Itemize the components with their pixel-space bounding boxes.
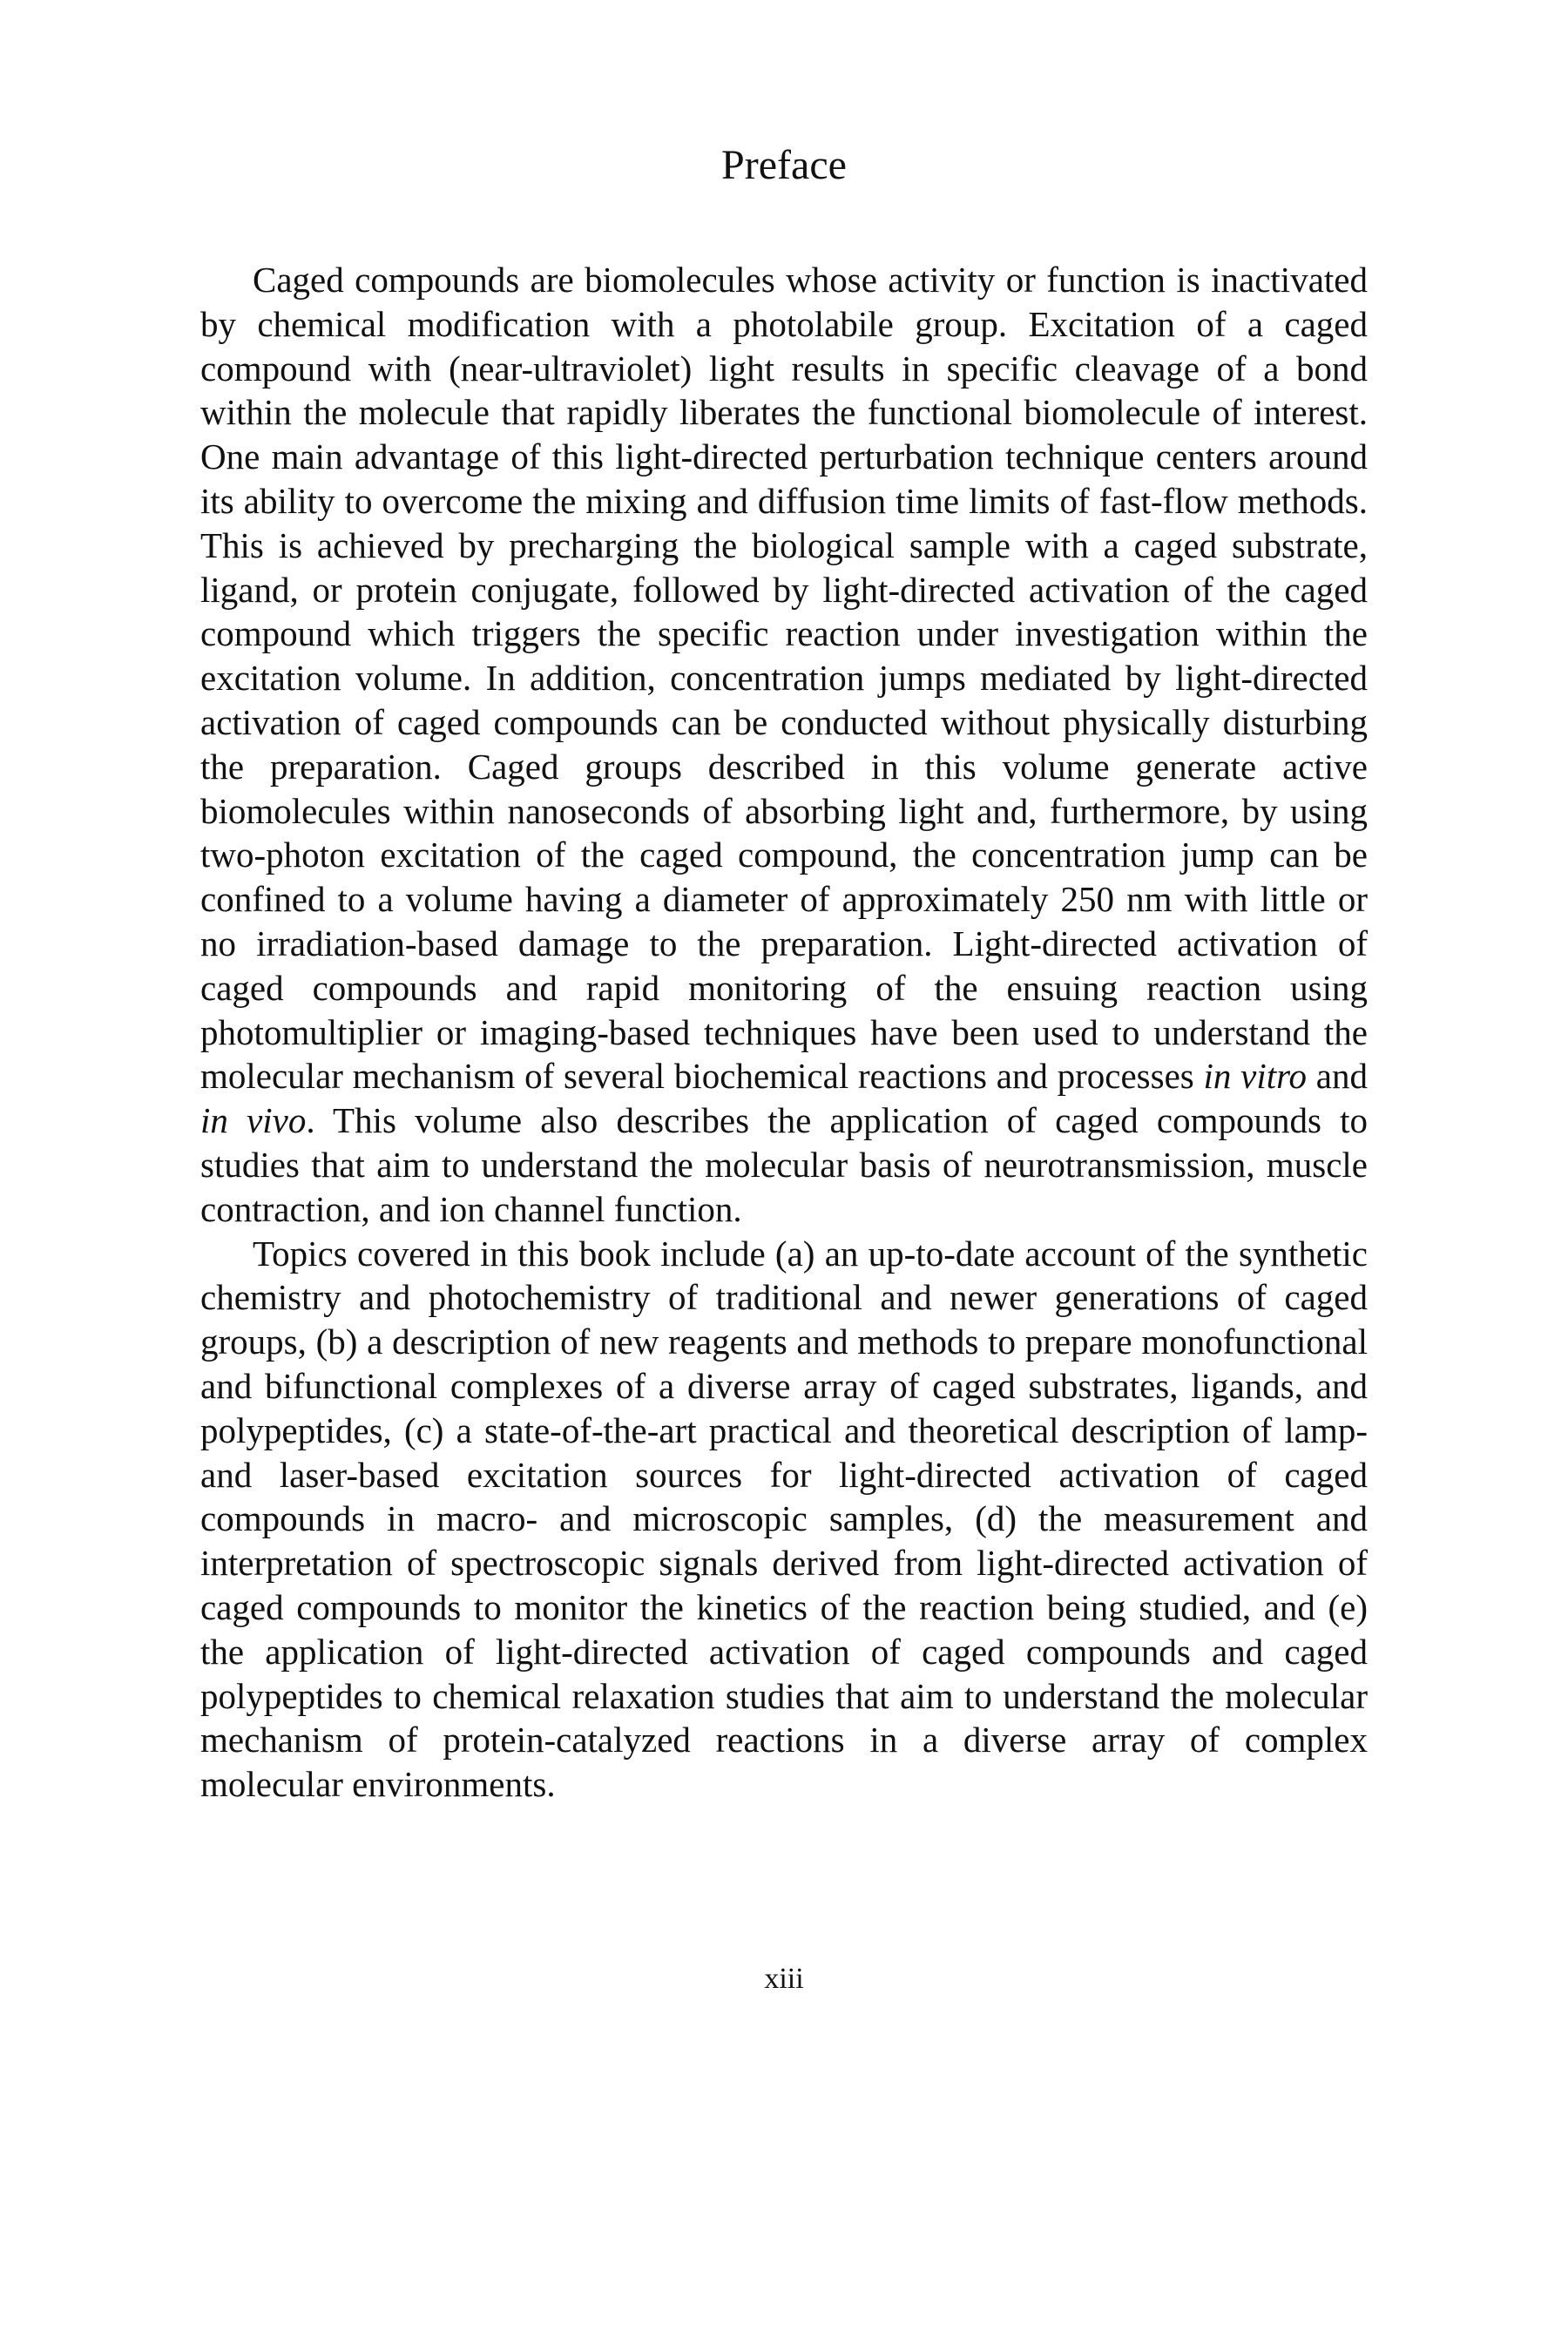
paragraph-2 bbox=[200, 1232, 1368, 1807]
paragraph-1-text-connector: and bbox=[1307, 1056, 1369, 1097]
paragraph-1-text: Caged compounds are biomolecules whose activity or function is inactivated by chemical modification with a photolabile group. Excitation of a caged compound with (near-ultraviolet) light results in specific cleavage of a bond within the molecule that rapidly liberates the functional biomolecule of interest. One main advantage of this light-directed perturbation technique centers around its ability to overcome the mixing and diffusion time limits of fast-flow methods. This is achieved by precharging the biological sample with a caged substrate, ligand, or protein conjugate, followed by light-directed activation of the caged compound which triggers the specific reaction under investigation within the excitation volume. In addition, concentration jumps mediated by light-directed activation of caged compounds can be conducted without physically disturbing the preparation. Caged groups described in this volume generate active biomolecules within nanoseconds of absorbing light and, furthermore, by using two-photon excitation of the caged compound, the concentration jump can be confined to a volume having a diameter of approximately 250 nm with little or no irradiation-based damage to the preparation. Light-directed activation of caged compounds and rapid monitoring of the ensuing reaction using photomultiplier or imaging-based techniques have been used to understand the molecular mechanism of several biochemical reactions and processes bbox=[200, 260, 1368, 1097]
paragraph-2-text: Topics covered in this book include (a) an up-to-date account of the synthetic chemistry and photochemistry of traditional and newer generations of caged groups, (b) a description of new reagents and methods to prepare monofunctional and bifunctional complexes of a diverse array of caged substrates, ligands, and polypeptides, (c) a state-of-the-art practical and theoretical description of lamp- and laser-based excitation sources for light-directed activation of caged compounds in macro- and microscopic samples, (d) the measurement and interpretation of spectroscopic signals derived from light-directed activation of caged compounds to monitor the kinetics of the reaction being studied, and (e) the application of light-directed activation of caged compounds and caged polypeptides to chemical relaxation studies that aim to understand the molecular mechanism of protein-catalyzed reactions in a diverse array of complex molecular environments. bbox=[200, 1233, 1368, 1805]
preface-body bbox=[200, 258, 1368, 1807]
term-in-vivo: in vivo bbox=[200, 1100, 307, 1141]
page-title: Preface bbox=[721, 142, 847, 188]
page-number: xiii bbox=[764, 1963, 804, 1995]
term-in-vitro: in vitro bbox=[1203, 1056, 1308, 1097]
paragraph-1-text-end: . This volume also describes the application of caged compounds to studies that aim to understand the molecular basis of neurotransmission, muscle contraction, and ion channel function. bbox=[200, 1100, 1368, 1229]
paragraph-1 bbox=[200, 258, 1368, 1232]
